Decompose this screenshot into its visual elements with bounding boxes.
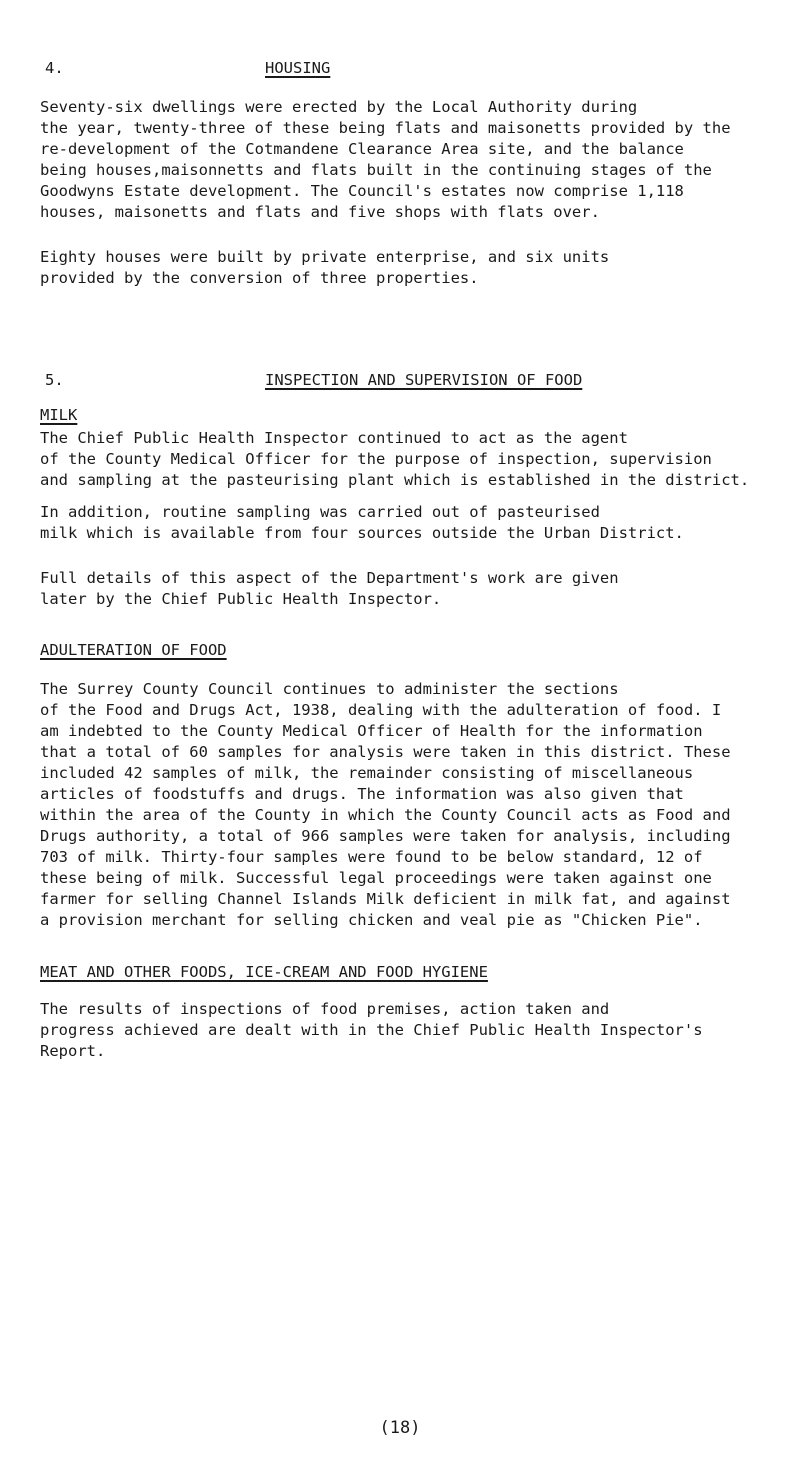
milk-paragraph-3: Full details of this aspect of the Department's work are given later by the Chief Public Health Inspector.: [40, 569, 619, 608]
inspection-heading: INSPECTION AND SUPERVISION OF FOOD: [265, 371, 583, 389]
milk-heading: MILK: [40, 406, 78, 424]
adulteration-heading: ADULTERATION OF FOOD: [40, 641, 227, 659]
meat-paragraph-1: The results of inspections of food premises, action taken and progress achieved are dealt with in the Chief Public Health Inspector's Report.: [40, 1000, 703, 1060]
milk-paragraph-2: In addition, routine sampling was carried out of pasteurised milk which is available from four sources outside the Urban District.: [40, 503, 684, 542]
milk-paragraph-1: The Chief Public Health Inspector continued to act as the agent of the County Medical Officer for the purpose of inspection, supervision and sampling at the pasteurising plant which is established in the district.: [40, 429, 750, 489]
meat-heading: MEAT AND OTHER FOODS, ICE-CREAM AND FOOD HYGIENE: [40, 963, 488, 981]
housing-paragraph-1: Seventy-six dwellings were erected by the Local Authority during the year, twenty-three of these being flats and maisonetts provided by the re-development of the Cotmandene Clearance Area site, and the balance being houses,maisonnetts and flats built in the continuing stages of the Goodwyns Estate development. The Council's estates now comprise 1,118 houses, maisonetts and flats and five shops with flats over.: [40, 98, 731, 221]
adulteration-paragraph-1: The Surrey County Council continues to administer the sections of the Food and Drugs Act, 1938, dealing with the adulteration of food. I am indebted to the County Medical Officer of Health for the information that a total of 60 samples for analysis were taken in this district. These included 42 samples of milk, the remainder consisting of miscellaneous articles of foodstuffs and drugs. The information was also given that within the area of the County in which the County Council acts as Food and Drugs authority, a total of 966 samples were taken for analysis, including 703 of milk. Thirty-four samples were found to be below standard, 12 of these being of milk. Successful legal proceedings were taken against one farmer for selling Channel Islands Milk deficient in milk fat, and against a provision merchant for selling chicken and veal pie as "Chicken Pie".: [40, 680, 731, 929]
section-number-5: 5.: [45, 371, 64, 389]
housing-heading: HOUSING: [265, 59, 331, 77]
section-number-4: 4.: [45, 59, 64, 77]
housing-paragraph-2: Eighty houses were built by private enterprise, and six units provided by the conversion of three properties.: [40, 248, 610, 287]
page-number: (18): [379, 1418, 421, 1438]
